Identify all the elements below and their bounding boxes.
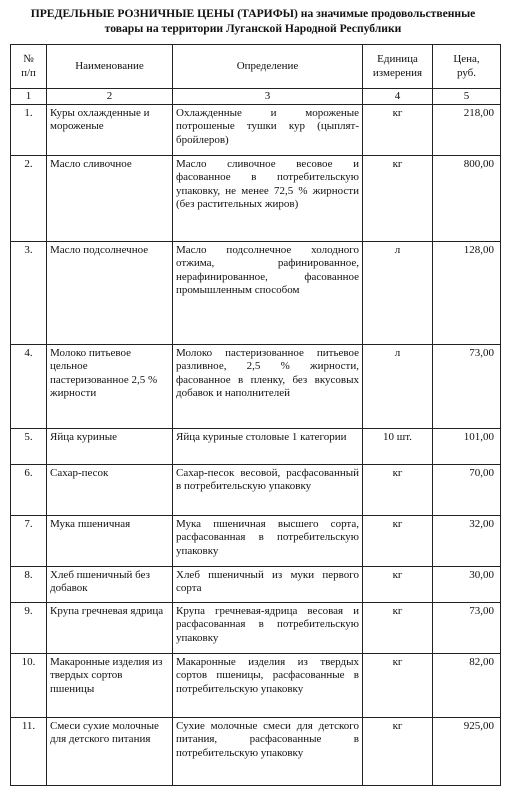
table-row: [11, 429, 501, 465]
table-row: [11, 718, 501, 786]
product-name: Яйца куриные: [47, 429, 173, 465]
column-index: 2: [47, 89, 173, 105]
product-name: Смеси сухие молочные для детского питания: [47, 718, 173, 786]
price: 925,00: [433, 718, 501, 786]
unit: кг: [363, 465, 433, 516]
table-row: [11, 345, 501, 429]
row-number: 10.: [11, 654, 47, 718]
product-name: Масло подсолнечное: [47, 242, 173, 345]
product-name: Сахар-песок: [47, 465, 173, 516]
header-definition: Определение: [173, 45, 363, 89]
table-row: [11, 654, 501, 718]
product-name: Масло сливочное: [47, 156, 173, 242]
product-name: Крупа гречневая ядрица: [47, 603, 173, 654]
header-num: № п/п: [11, 45, 47, 89]
table-row: [11, 567, 501, 603]
unit: кг: [363, 567, 433, 603]
product-definition: Мука пшеничная высшего сорта, расфасованная в потребительскую упаковку: [173, 516, 363, 567]
product-definition: Охлажденные и мороженые потрошеные тушки кур (цыплят-бройлеров): [173, 105, 363, 156]
price: 30,00: [433, 567, 501, 603]
product-definition: Макаронные изделия из твердых сортов пшеницы, расфасованные в потребительскую упаковку: [173, 654, 363, 718]
product-definition: Молоко пастеризованное питьевое разливное, 2,5 % жирности, фасованное в пленку, без вкусовых добавок и наполнителей: [173, 345, 363, 429]
row-number: 5.: [11, 429, 47, 465]
table-row: [11, 465, 501, 516]
table-row: [11, 242, 501, 345]
price: 101,00: [433, 429, 501, 465]
price: 73,00: [433, 603, 501, 654]
column-index: 4: [363, 89, 433, 105]
price: 82,00: [433, 654, 501, 718]
price: 800,00: [433, 156, 501, 242]
product-name: Куры охлажденные и мороженые: [47, 105, 173, 156]
unit: кг: [363, 516, 433, 567]
unit: кг: [363, 603, 433, 654]
column-index-row: [11, 89, 501, 105]
table-row: [11, 156, 501, 242]
unit: 10 шт.: [363, 429, 433, 465]
column-index: 5: [433, 89, 501, 105]
table-row: [11, 603, 501, 654]
product-definition: Яйца куриные столовые 1 категории: [173, 429, 363, 465]
unit: кг: [363, 718, 433, 786]
row-number: 4.: [11, 345, 47, 429]
table-row: [11, 105, 501, 156]
product-definition: Сухие молочные смеси для детского питания, расфасованные в потребительскую упаковку: [173, 718, 363, 786]
unit: л: [363, 242, 433, 345]
header-row: [11, 45, 501, 89]
title-line-2: товары на территории Луганской Народной Республики: [104, 22, 402, 35]
price: 128,00: [433, 242, 501, 345]
table-row: [11, 516, 501, 567]
unit: кг: [363, 654, 433, 718]
row-number: 7.: [11, 516, 47, 567]
row-number: 2.: [11, 156, 47, 242]
header-unit: Единица измерения: [363, 45, 433, 89]
product-name: Хлеб пшеничный без добавок: [47, 567, 173, 603]
document-title: [0, 6, 506, 36]
unit: кг: [363, 105, 433, 156]
row-number: 9.: [11, 603, 47, 654]
price: 218,00: [433, 105, 501, 156]
price: 32,00: [433, 516, 501, 567]
product-definition: Крупа гречневая-ядрица весовая и расфасованная в потребительскую упаковку: [173, 603, 363, 654]
price: 73,00: [433, 345, 501, 429]
unit: л: [363, 345, 433, 429]
product-name: Молоко питьевое цельное пастеризованное 2,5 % жирности: [47, 345, 173, 429]
column-index: 3: [173, 89, 363, 105]
unit: кг: [363, 156, 433, 242]
row-number: 8.: [11, 567, 47, 603]
column-index: 1: [11, 89, 47, 105]
row-number: 6.: [11, 465, 47, 516]
header-name: Наименование: [47, 45, 173, 89]
row-number: 1.: [11, 105, 47, 156]
title-line-1: ПРЕДЕЛЬНЫЕ РОЗНИЧНЫЕ ЦЕНЫ (ТАРИФЫ) на значимые продовольственные: [30, 7, 476, 20]
row-number: 3.: [11, 242, 47, 345]
product-definition: Сахар-песок весовой, расфасованный в потребительскую упаковку: [173, 465, 363, 516]
row-number: 11.: [11, 718, 47, 786]
header-price: Цена, руб.: [433, 45, 501, 89]
product-definition: Масло подсолнечное холодного отжима, рафинированное, нерафинированное, фасованное промышленным способом: [173, 242, 363, 345]
product-name: Макаронные изделия из твердых сортов пшеницы: [47, 654, 173, 718]
product-name: Мука пшеничная: [47, 516, 173, 567]
price: 70,00: [433, 465, 501, 516]
price-table: [10, 44, 501, 786]
product-definition: Масло сливочное весовое и фасованное в потребительскую упаковку, не менее 72,5 % жирности (без растительных жиров): [173, 156, 363, 242]
product-definition: Хлеб пшеничный из муки первого сорта: [173, 567, 363, 603]
